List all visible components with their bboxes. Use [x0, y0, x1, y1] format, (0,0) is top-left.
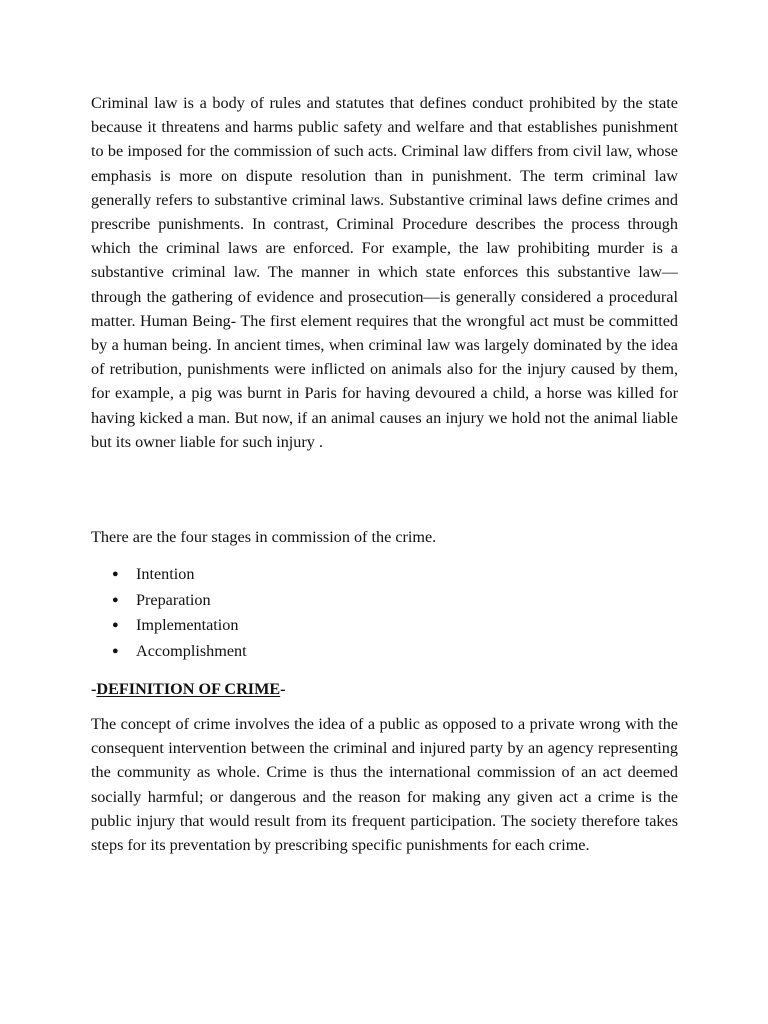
- stages-intro: There are the four stages in commission of the crime.: [91, 528, 437, 546]
- list-item: [112, 613, 247, 639]
- list-item-label: Intention: [136, 565, 195, 583]
- bullet-icon: ●: [112, 644, 119, 657]
- list-item-label: Preparation: [136, 590, 211, 609]
- list-item: [112, 588, 247, 614]
- heading-prefix: -: [91, 680, 97, 698]
- bullet-icon: ●: [112, 619, 119, 631]
- list-item-label: Implementation: [136, 616, 239, 634]
- section-heading: [91, 677, 286, 701]
- list-item-label: Accomplishment: [136, 641, 247, 660]
- heading-text: DEFINITION OF CRIME: [96, 680, 281, 698]
- bullet-icon: ●: [112, 568, 119, 580]
- list-item: [112, 562, 247, 588]
- stages-list: [112, 562, 247, 664]
- paragraph-criminal-law: Criminal law is a body of rules and statutes that defines conduct prohibited by the state because it threatens and harms public safety and welfare and that establishes punishment to be imposed for the commission of such acts. Criminal law differs from civil law, whose emphasis is more on dispute resolution than in punishment. The term criminal law generally refers to substantive criminal laws. Substantive criminal laws define crimes and prescribe punishments. In contrast, Criminal Procedure describes the process through which the criminal laws are enforced. For example, the law prohibiting murder is a substantive criminal law. The manner in which state enforces this substantive law—through the gathering of evidence and prosecution—is generally considered a procedural matter. Human Being- The first element requires that the wrongful act must be committed by a human being. In ancient times, when criminal law was largely dominated by the idea of retribution, punishments were inflicted on animals also for the injury caused by them, for example, a pig was burnt in Paris for having devoured a child, a horse was killed for having kicked a man. But now, if an animal causes an injury we hold not the animal liable but its owner liable for such injury .: [91, 94, 678, 451]
- bullet-icon: ●: [112, 593, 119, 606]
- heading-suffix: -: [280, 680, 286, 698]
- paragraph-definition-of-crime: The concept of crime involves the idea of a public as opposed to a private wrong with the consequent intervention between the criminal and injured party by an agency representing the community as whole. Crime is thus the international commission of an act deemed socially harmful; or dangerous and the reason for making any given act a crime is the public injury that would result from its frequent participation. The society therefore takes steps for its preventation by prescribing specific punishments for each crime.: [91, 715, 678, 855]
- list-item: [112, 639, 247, 665]
